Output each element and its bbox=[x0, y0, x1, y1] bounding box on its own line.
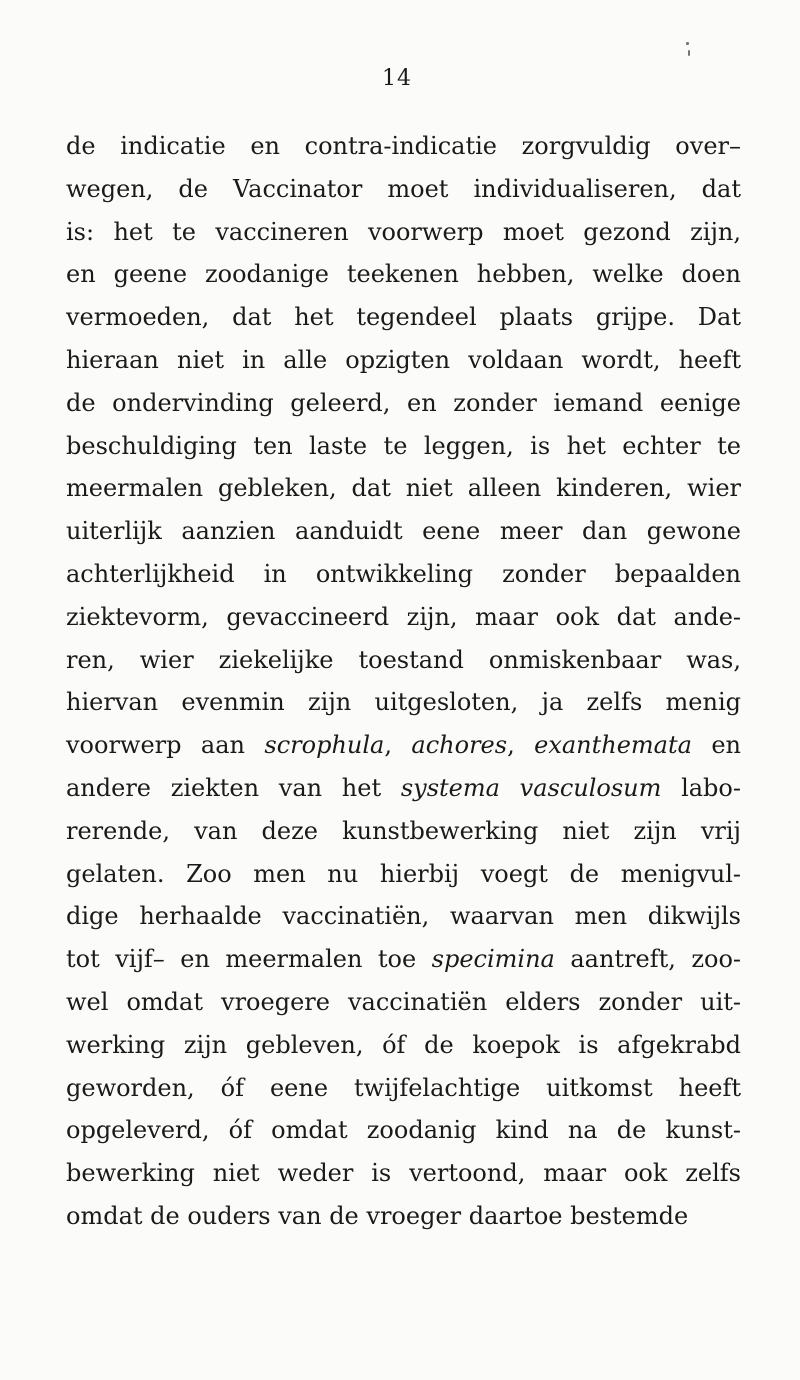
text-segment: achterlijkheid in ontwikkeling zonder bepaalden bbox=[66, 559, 741, 588]
text-line bbox=[66, 1070, 741, 1113]
text-segment: bewerking niet weder is vertoond, maar ook zelfs bbox=[66, 1159, 741, 1188]
text-segment: , bbox=[384, 731, 412, 760]
text-segment: labo- bbox=[661, 773, 741, 802]
text-line bbox=[66, 984, 741, 1027]
text-line bbox=[66, 513, 741, 556]
text-segment: ziektevorm, gevaccineerd zijn, maar ook dat ande- bbox=[66, 602, 741, 631]
text-line bbox=[66, 214, 741, 257]
text-line bbox=[66, 128, 741, 171]
text-line bbox=[66, 642, 741, 685]
text-segment: , bbox=[507, 731, 535, 760]
text-segment: de indicatie en contra-indicatie zorgvuldig over– bbox=[66, 132, 741, 160]
text-segment: werking zijn gebleven, óf de koepok is afgekrabd bbox=[66, 1030, 741, 1059]
text-segment: wel omdat vroegere vaccinatiën elders zonder uit- bbox=[66, 987, 741, 1016]
text-line bbox=[66, 1155, 741, 1198]
text-segment: voorwerp aan bbox=[66, 731, 265, 760]
body-text bbox=[66, 128, 741, 1241]
text-segment: andere ziekten van het bbox=[66, 773, 401, 802]
text-segment: geworden, óf eene twijfelachtige uitkomst heeft bbox=[66, 1073, 741, 1102]
text-line bbox=[66, 898, 741, 941]
text-segment: hieraan niet in alle opzigten voldaan wordt, heeft bbox=[66, 345, 741, 374]
text-segment: tot vijf– en meermalen toe bbox=[66, 945, 432, 974]
text-line bbox=[66, 385, 741, 428]
text-segment: uiterlijk aanzien aanduidt eene meer dan gewone bbox=[66, 517, 741, 546]
text-line bbox=[66, 727, 741, 770]
text-line bbox=[66, 171, 741, 214]
text-line bbox=[66, 256, 741, 299]
text-segment: en geene zoodanige teekenen hebben, welke doen bbox=[66, 260, 741, 289]
text-segment: rerende, van deze kunstbewerking niet zijn vrij bbox=[66, 816, 741, 845]
text-segment: dige herhaalde vaccinatiën, waarvan men dikwijls bbox=[66, 902, 741, 931]
text-segment: is: het te vaccineren voorwerp moet gezond zijn, bbox=[66, 217, 741, 246]
italic-term: systema vasculosum bbox=[400, 773, 662, 802]
text-line bbox=[66, 813, 741, 856]
text-segment: hiervan evenmin zijn uitgesloten, ja zelfs menig bbox=[66, 688, 741, 717]
text-segment: opgeleverd, óf omdat zoodanig kind na de kunst- bbox=[66, 1116, 741, 1145]
ink-speck bbox=[686, 42, 689, 45]
text-line bbox=[66, 1198, 741, 1241]
italic-term: achores bbox=[411, 731, 508, 760]
text-segment: en bbox=[691, 731, 742, 760]
text-segment: gelaten. Zoo men nu hierbij voegt de menigvul- bbox=[66, 859, 741, 888]
text-line bbox=[66, 470, 741, 513]
text-line bbox=[66, 428, 741, 471]
italic-term: exanthemata bbox=[534, 731, 692, 760]
text-segment: aantreft, zoo- bbox=[554, 945, 742, 974]
text-line bbox=[66, 342, 741, 385]
text-line bbox=[66, 941, 741, 984]
text-line bbox=[66, 856, 741, 899]
text-line bbox=[66, 1112, 741, 1155]
page-number: 14 bbox=[382, 66, 412, 91]
text-line bbox=[66, 1027, 741, 1070]
text-segment: wegen, de Vaccinator moet individualiseren, dat bbox=[66, 174, 741, 203]
text-segment: beschuldiging ten laste te leggen, is het echter te bbox=[66, 431, 741, 460]
italic-term: specimina bbox=[431, 945, 555, 974]
italic-term: scrophula bbox=[264, 731, 385, 760]
text-segment: omdat de ouders van de vroeger daartoe bestemde bbox=[66, 1201, 689, 1230]
text-segment: vermoeden, dat het tegendeel plaats grijpe. Dat bbox=[66, 303, 741, 332]
text-line bbox=[66, 556, 741, 599]
text-segment: de ondervinding geleerd, en zonder iemand eenige bbox=[66, 388, 741, 417]
text-line bbox=[66, 299, 741, 342]
text-line bbox=[66, 684, 741, 727]
text-segment: meermalen gebleken, dat niet alleen kinderen, wier bbox=[66, 474, 741, 503]
text-line bbox=[66, 770, 741, 813]
ink-speck bbox=[688, 50, 690, 56]
text-line bbox=[66, 599, 741, 642]
text-segment: ren, wier ziekelijke toestand onmiskenbaar was, bbox=[66, 645, 741, 674]
